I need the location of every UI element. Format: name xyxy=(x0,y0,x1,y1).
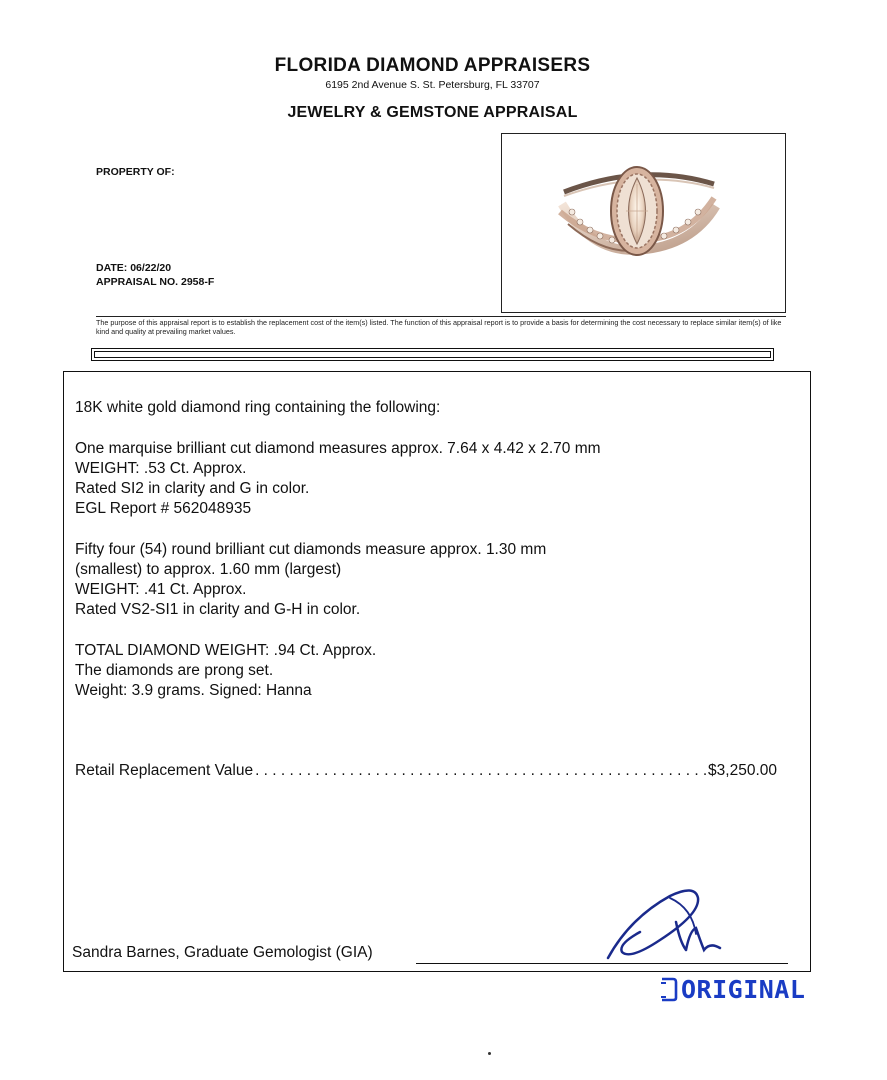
side-stones-details xyxy=(75,540,546,620)
detail-line: Rated SI2 in clarity and G in color. xyxy=(75,480,310,497)
detail-line: EGL Report # 562048935 xyxy=(75,500,252,517)
detail-line: Weight: 3.9 grams. Signed: Hanna xyxy=(75,682,312,699)
stamp-bracket-icon xyxy=(658,976,678,1002)
original-stamp xyxy=(658,975,805,1003)
ring-image xyxy=(502,134,785,312)
detail-line: WEIGHT: .53 Ct. Approx. xyxy=(75,460,247,477)
property-label: PROPERTY OF: xyxy=(96,166,175,178)
paper-speck xyxy=(488,1052,491,1055)
appraisal-date: DATE: 06/22/20 xyxy=(96,262,172,274)
signature-line xyxy=(416,963,788,964)
detail-line: Fifty four (54) round brilliant cut diamonds measure approx. 1.30 mm xyxy=(75,541,547,558)
purpose-statement: The purpose of this appraisal report is to establish the replacement cost of the item(s) listed. The function of this appraisal report is to provide a basis for determining the cost necessary to replace similar item(s) of like kind and quality at prevailing market values. xyxy=(96,316,786,336)
stamp-text: ORIGINAL xyxy=(681,974,806,1004)
detail-line: (smallest) to approx. 1.60 mm (largest) xyxy=(75,561,342,578)
intro-line: 18K white gold diamond ring containing the following: xyxy=(75,399,441,416)
detail-line: The diamonds are prong set. xyxy=(75,662,274,679)
header xyxy=(0,54,865,92)
retail-value: $3,250.00 xyxy=(708,762,777,779)
company-address: 6195 2nd Avenue S. St. Petersburg, FL 33707 xyxy=(325,79,540,91)
detail-line: WEIGHT: .41 Ct. Approx. xyxy=(75,581,247,598)
ring-photo xyxy=(501,133,786,313)
document-title: JEWELRY & GEMSTONE APPRAISAL xyxy=(287,104,578,121)
center-stone-details xyxy=(75,439,601,519)
appraisal-number: APPRAISAL NO. 2958-F xyxy=(96,276,215,288)
company-name: FLORIDA DIAMOND APPRAISERS xyxy=(274,55,591,76)
retail-replacement-value xyxy=(75,762,777,780)
summary-details xyxy=(75,641,376,701)
signature-mark xyxy=(600,878,730,968)
dot-leader xyxy=(255,762,706,780)
divider-bar xyxy=(91,348,774,361)
item-intro xyxy=(75,398,440,418)
retail-label: Retail Replacement Value xyxy=(75,762,254,779)
detail-line: One marquise brilliant cut diamond measures approx. 7.64 x 4.42 x 2.70 mm xyxy=(75,440,601,457)
detail-line: Rated VS2-SI1 in clarity and G-H in color. xyxy=(75,601,361,618)
detail-line: TOTAL DIAMOND WEIGHT: .94 Ct. Approx. xyxy=(75,642,377,659)
signer-name: Sandra Barnes, Graduate Gemologist (GIA) xyxy=(72,944,373,961)
